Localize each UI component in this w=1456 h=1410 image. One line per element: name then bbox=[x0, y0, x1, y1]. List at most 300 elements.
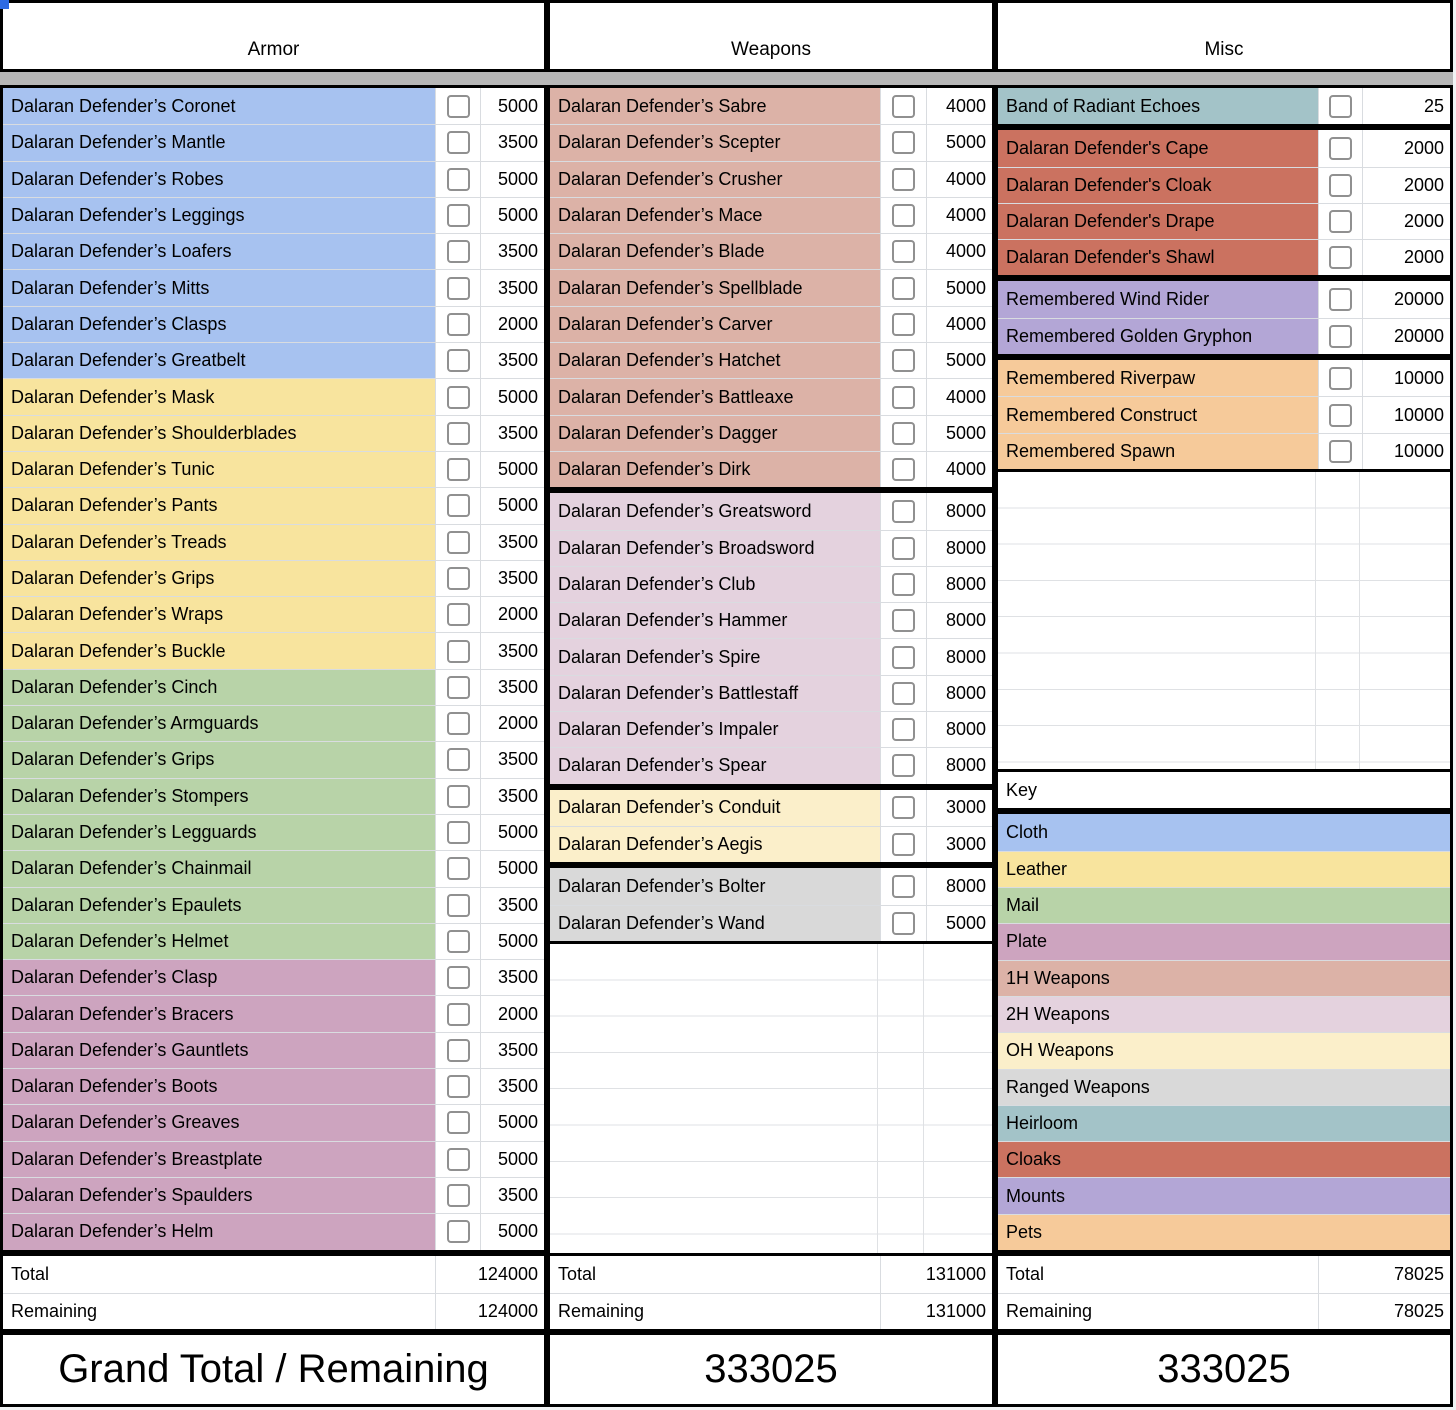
item-checkbox[interactable] bbox=[892, 754, 915, 777]
item-row bbox=[550, 415, 992, 451]
item-name: Dalaran Defender’s Shoulderblades bbox=[11, 422, 297, 443]
armor-column bbox=[0, 85, 547, 1407]
key-row-oneh: 1H Weapons bbox=[998, 960, 1450, 996]
grand-total-value-cell: 333025 bbox=[995, 1332, 1453, 1407]
item-name: Dalaran Defender’s Carver bbox=[558, 313, 773, 334]
total-label: Total bbox=[11, 1263, 50, 1284]
item-value: 5000 bbox=[926, 343, 992, 378]
item-row bbox=[3, 1104, 544, 1140]
item-checkbox[interactable] bbox=[447, 857, 470, 880]
total-value: 131000 bbox=[880, 1256, 992, 1293]
item-value: 5000 bbox=[480, 815, 544, 850]
item-checkbox[interactable] bbox=[892, 349, 915, 372]
item-value: 20000 bbox=[1362, 281, 1450, 317]
item-value: 3500 bbox=[480, 525, 544, 560]
item-row bbox=[550, 342, 992, 378]
item-value: 8000 bbox=[926, 493, 992, 529]
item-row bbox=[3, 233, 544, 269]
checkbox-cell bbox=[435, 125, 480, 160]
item-value: 5000 bbox=[480, 851, 544, 886]
checkbox-cell bbox=[1318, 240, 1362, 275]
misc-items bbox=[995, 85, 1453, 1253]
checkbox-cell bbox=[880, 198, 926, 233]
item-value: 5000 bbox=[926, 906, 992, 941]
item-value: 5000 bbox=[480, 488, 544, 523]
total-value: 78025 bbox=[1318, 1256, 1450, 1293]
key-row-heirloom: Heirloom bbox=[998, 1105, 1450, 1141]
item-row bbox=[550, 530, 992, 566]
checkbox-cell bbox=[435, 706, 480, 741]
item-group bbox=[995, 85, 1453, 127]
item-value: 2000 bbox=[1362, 130, 1450, 166]
item-checkbox[interactable] bbox=[447, 1039, 470, 1062]
item-name: Dalaran Defender’s Club bbox=[558, 574, 756, 594]
armor-totals bbox=[0, 1253, 547, 1332]
key-row-pets: Pets bbox=[998, 1214, 1450, 1250]
item-checkbox[interactable] bbox=[447, 531, 470, 554]
item-checkbox[interactable] bbox=[1329, 288, 1352, 311]
item-checkbox[interactable] bbox=[447, 95, 470, 118]
checkbox-cell bbox=[880, 88, 926, 124]
item-checkbox[interactable] bbox=[447, 1148, 470, 1171]
item-row bbox=[550, 88, 992, 124]
item-checkbox[interactable] bbox=[447, 168, 470, 191]
item-checkbox[interactable] bbox=[892, 875, 915, 898]
item-checkbox[interactable] bbox=[892, 796, 915, 819]
item-row bbox=[3, 995, 544, 1031]
item-checkbox[interactable] bbox=[447, 894, 470, 917]
item-checkbox[interactable] bbox=[447, 1184, 470, 1207]
item-row bbox=[550, 124, 992, 160]
item-value: 8000 bbox=[926, 639, 992, 674]
item-name: Dalaran Defender's Shawl bbox=[1006, 247, 1215, 268]
item-row bbox=[998, 318, 1450, 354]
item-checkbox[interactable] bbox=[1329, 137, 1352, 160]
checkbox-cell bbox=[435, 452, 480, 487]
item-value: 4000 bbox=[926, 234, 992, 269]
item-value: 8000 bbox=[926, 567, 992, 602]
item-row bbox=[3, 705, 544, 741]
item-checkbox[interactable] bbox=[447, 458, 470, 481]
item-row bbox=[3, 124, 544, 160]
item-name: Dalaran Defender’s Greatbelt bbox=[11, 350, 246, 371]
item-name: Dalaran Defender’s Grips bbox=[11, 749, 215, 770]
checkbox-cell bbox=[880, 452, 926, 487]
checkbox-cell bbox=[880, 531, 926, 566]
item-checkbox[interactable] bbox=[447, 1220, 470, 1243]
header-gap-band bbox=[0, 72, 1453, 85]
item-row bbox=[3, 741, 544, 777]
item-value: 3500 bbox=[480, 416, 544, 451]
empty-rows bbox=[547, 944, 995, 1253]
grand-total-value-cell: 333025 bbox=[547, 1332, 995, 1407]
item-row bbox=[550, 868, 992, 904]
checkbox-cell bbox=[435, 1214, 480, 1249]
item-group bbox=[547, 490, 995, 786]
item-value: 2000 bbox=[480, 597, 544, 632]
key-row-ranged: Ranged Weapons bbox=[998, 1069, 1450, 1105]
item-value: 3500 bbox=[480, 670, 544, 705]
item-checkbox[interactable] bbox=[1329, 325, 1352, 348]
checkbox-cell bbox=[435, 1178, 480, 1213]
remaining-row bbox=[550, 1293, 992, 1330]
item-value: 3500 bbox=[480, 234, 544, 269]
item-name: Dalaran Defender’s Tunic bbox=[11, 459, 215, 480]
item-checkbox[interactable] bbox=[892, 277, 915, 300]
misc-totals bbox=[995, 1253, 1453, 1332]
item-group bbox=[995, 278, 1453, 357]
remaining-label: Remaining bbox=[1006, 1300, 1093, 1321]
item-value: 10000 bbox=[1362, 360, 1450, 396]
item-row bbox=[550, 493, 992, 529]
item-row bbox=[3, 923, 544, 959]
item-checkbox[interactable] bbox=[892, 95, 915, 118]
misc-header: Misc bbox=[995, 0, 1453, 72]
item-row bbox=[998, 88, 1450, 124]
key-row-oh: OH Weapons bbox=[998, 1032, 1450, 1068]
item-name: Dalaran Defender’s Mantle bbox=[11, 132, 226, 153]
item-checkbox[interactable] bbox=[1329, 95, 1352, 118]
checkbox-cell bbox=[435, 670, 480, 705]
key-header: Key bbox=[995, 769, 1453, 811]
item-value: 3500 bbox=[480, 561, 544, 596]
item-row bbox=[550, 306, 992, 342]
item-checkbox[interactable] bbox=[447, 386, 470, 409]
item-row bbox=[3, 451, 544, 487]
item-checkbox[interactable] bbox=[447, 821, 470, 844]
key-row-plate: Plate bbox=[998, 923, 1450, 959]
total-row bbox=[3, 1256, 544, 1293]
item-group bbox=[0, 85, 547, 1253]
item-value: 3500 bbox=[480, 1178, 544, 1213]
item-value: 3000 bbox=[926, 790, 992, 826]
item-checkbox[interactable] bbox=[892, 240, 915, 263]
item-name: Dalaran Defender’s Armguards bbox=[11, 713, 259, 734]
item-name: Remembered Wind Rider bbox=[1006, 289, 1210, 310]
checkbox-cell bbox=[435, 1033, 480, 1068]
armor-items bbox=[0, 85, 547, 1253]
checkbox-cell bbox=[435, 924, 480, 959]
item-checkbox[interactable] bbox=[1329, 404, 1352, 427]
item-value: 5000 bbox=[480, 198, 544, 233]
item-name: Dalaran Defender’s Helm bbox=[11, 1221, 214, 1242]
item-checkbox[interactable] bbox=[892, 537, 915, 560]
checkbox-cell bbox=[435, 1069, 480, 1104]
item-value: 3500 bbox=[480, 1033, 544, 1068]
item-name: Dalaran Defender’s Leggings bbox=[11, 205, 245, 226]
checkbox-cell bbox=[880, 827, 926, 862]
item-checkbox[interactable] bbox=[447, 1003, 470, 1026]
checkbox-cell bbox=[435, 561, 480, 596]
item-row bbox=[550, 233, 992, 269]
checkbox-cell bbox=[435, 888, 480, 923]
key-row-cloaks: Cloaks bbox=[998, 1141, 1450, 1177]
remaining-value: 124000 bbox=[435, 1294, 544, 1330]
checkbox-cell bbox=[1318, 130, 1362, 166]
item-row bbox=[3, 378, 544, 414]
item-name: Dalaran Defender’s Loafers bbox=[11, 241, 232, 262]
item-name: Dalaran Defender’s Wand bbox=[558, 912, 765, 933]
item-row bbox=[3, 1032, 544, 1068]
item-value: 3500 bbox=[480, 742, 544, 777]
checkbox-cell bbox=[880, 270, 926, 305]
item-checkbox[interactable] bbox=[447, 240, 470, 263]
checkbox-cell bbox=[880, 868, 926, 904]
checkbox-cell bbox=[435, 996, 480, 1031]
item-name: Dalaran Defender’s Cinch bbox=[11, 676, 218, 697]
checkbox-cell bbox=[880, 343, 926, 378]
item-value: 3500 bbox=[480, 343, 544, 378]
item-row bbox=[550, 197, 992, 233]
checkbox-cell bbox=[880, 493, 926, 529]
item-group bbox=[995, 127, 1453, 278]
checkbox-cell bbox=[435, 234, 480, 269]
item-name: Dalaran Defender's Cape bbox=[1006, 137, 1209, 158]
item-value: 3500 bbox=[480, 125, 544, 160]
item-name: Dalaran Defender’s Chainmail bbox=[11, 858, 252, 879]
item-checkbox[interactable] bbox=[892, 386, 915, 409]
item-checkbox[interactable] bbox=[892, 422, 915, 445]
checkbox-cell bbox=[1318, 168, 1362, 203]
item-name: Dalaran Defender’s Bolter bbox=[558, 875, 766, 896]
item-checkbox[interactable] bbox=[892, 131, 915, 154]
item-row bbox=[3, 88, 544, 124]
item-row bbox=[3, 959, 544, 995]
item-checkbox[interactable] bbox=[447, 966, 470, 989]
item-name: Dalaran Defender’s Stompers bbox=[11, 785, 249, 806]
checkbox-cell bbox=[435, 379, 480, 414]
item-name: Dalaran Defender’s Buckle bbox=[11, 640, 226, 661]
item-group bbox=[547, 865, 995, 944]
item-checkbox[interactable] bbox=[447, 1075, 470, 1098]
checkbox-cell bbox=[435, 88, 480, 124]
item-name: Dalaran Defender’s Sabre bbox=[558, 95, 767, 116]
item-value: 10000 bbox=[1362, 397, 1450, 432]
checkbox-cell bbox=[880, 416, 926, 451]
checkbox-cell bbox=[880, 676, 926, 711]
item-row bbox=[550, 269, 992, 305]
item-value: 4000 bbox=[926, 162, 992, 197]
sheet-selection-corner bbox=[0, 0, 9, 9]
item-checkbox[interactable] bbox=[447, 785, 470, 808]
key-row-mail: Mail bbox=[998, 887, 1450, 923]
item-name: Remembered Spawn bbox=[1006, 440, 1176, 461]
item-value: 5000 bbox=[480, 1105, 544, 1140]
item-row bbox=[3, 632, 544, 668]
checkbox-cell bbox=[880, 712, 926, 747]
item-name: Dalaran Defender’s Bracers bbox=[11, 1003, 234, 1024]
item-name: Dalaran Defender’s Dirk bbox=[558, 459, 751, 480]
item-checkbox[interactable] bbox=[447, 748, 470, 771]
item-name: Dalaran Defender’s Spear bbox=[558, 755, 767, 776]
sheet-body bbox=[0, 85, 1453, 1407]
item-value: 2000 bbox=[480, 307, 544, 342]
remaining-value: 131000 bbox=[880, 1294, 992, 1330]
item-checkbox[interactable] bbox=[447, 349, 470, 372]
item-checkbox[interactable] bbox=[1329, 174, 1352, 197]
item-checkbox[interactable] bbox=[1329, 246, 1352, 269]
item-value: 5000 bbox=[926, 125, 992, 160]
item-row bbox=[550, 602, 992, 638]
item-checkbox[interactable] bbox=[1329, 440, 1352, 463]
checkbox-cell bbox=[1318, 88, 1362, 124]
item-name: Dalaran Defender's Cloak bbox=[1006, 174, 1212, 195]
item-checkbox[interactable] bbox=[447, 712, 470, 735]
item-value: 4000 bbox=[926, 307, 992, 342]
item-checkbox[interactable] bbox=[447, 313, 470, 336]
item-row bbox=[3, 669, 544, 705]
item-checkbox[interactable] bbox=[892, 646, 915, 669]
key-legend bbox=[995, 811, 1453, 1253]
item-value: 3500 bbox=[480, 960, 544, 995]
item-row bbox=[3, 487, 544, 523]
item-name: Dalaran Defender’s Robes bbox=[11, 168, 224, 189]
item-row bbox=[998, 281, 1450, 317]
item-checkbox[interactable] bbox=[892, 609, 915, 632]
item-checkbox[interactable] bbox=[447, 1111, 470, 1134]
empty-rows bbox=[995, 472, 1453, 769]
key-row-twoh: 2H Weapons bbox=[998, 996, 1450, 1032]
item-row bbox=[3, 1177, 544, 1213]
armor-header: Armor bbox=[0, 0, 547, 72]
item-name: Dalaran Defender’s Hammer bbox=[558, 610, 788, 631]
item-checkbox[interactable] bbox=[1329, 367, 1352, 390]
checkbox-cell bbox=[880, 162, 926, 197]
item-value: 8000 bbox=[926, 748, 992, 783]
checkbox-cell bbox=[880, 790, 926, 826]
item-value: 5000 bbox=[926, 416, 992, 451]
item-checkbox[interactable] bbox=[1329, 210, 1352, 233]
item-value: 2000 bbox=[1362, 240, 1450, 275]
item-checkbox[interactable] bbox=[447, 277, 470, 300]
item-row bbox=[3, 269, 544, 305]
item-checkbox[interactable] bbox=[447, 567, 470, 590]
remaining-row bbox=[998, 1293, 1450, 1330]
item-name: Dalaran Defender’s Greatsword bbox=[558, 500, 812, 521]
item-checkbox[interactable] bbox=[892, 573, 915, 596]
checkbox-cell bbox=[435, 162, 480, 197]
item-name: Dalaran Defender’s Crusher bbox=[558, 168, 783, 189]
item-checkbox[interactable] bbox=[892, 168, 915, 191]
item-row bbox=[3, 850, 544, 886]
checkbox-cell bbox=[1318, 397, 1362, 432]
item-checkbox[interactable] bbox=[447, 204, 470, 227]
item-row bbox=[3, 524, 544, 560]
item-name: Dalaran Defender’s Greaves bbox=[11, 1112, 240, 1133]
item-value: 5000 bbox=[926, 270, 992, 305]
checkbox-cell bbox=[435, 343, 480, 378]
item-name: Dalaran Defender’s Coronet bbox=[11, 95, 236, 116]
checkbox-cell bbox=[435, 525, 480, 560]
remaining-label: Remaining bbox=[11, 1300, 98, 1321]
item-name: Dalaran Defender’s Spire bbox=[558, 646, 761, 667]
item-group bbox=[547, 85, 995, 490]
item-name: Dalaran Defender’s Spaulders bbox=[11, 1185, 253, 1206]
item-row bbox=[550, 378, 992, 414]
item-name: Dalaran Defender’s Impaler bbox=[558, 719, 779, 740]
checkbox-cell bbox=[435, 307, 480, 342]
item-name: Remembered Construct bbox=[1006, 404, 1198, 425]
item-row bbox=[3, 306, 544, 342]
item-value: 25 bbox=[1362, 88, 1450, 124]
item-value: 3000 bbox=[926, 827, 992, 862]
item-row bbox=[3, 1213, 544, 1249]
item-checkbox[interactable] bbox=[447, 676, 470, 699]
checkbox-cell bbox=[435, 851, 480, 886]
item-value: 8000 bbox=[926, 676, 992, 711]
item-row bbox=[550, 790, 992, 826]
key-row-cloth: Cloth bbox=[998, 814, 1450, 850]
checkbox-cell bbox=[435, 960, 480, 995]
weapons-column bbox=[547, 85, 995, 1407]
item-name: Dalaran Defender’s Clasps bbox=[11, 313, 227, 334]
item-value: 4000 bbox=[926, 452, 992, 487]
item-row bbox=[3, 1141, 544, 1177]
checkbox-cell bbox=[435, 815, 480, 850]
item-value: 2000 bbox=[1362, 204, 1450, 239]
item-name: Dalaran Defender’s Battleaxe bbox=[558, 386, 794, 407]
item-checkbox[interactable] bbox=[892, 458, 915, 481]
total-label: Total bbox=[558, 1263, 597, 1284]
checkbox-cell bbox=[1318, 360, 1362, 396]
key-row-mounts: Mounts bbox=[998, 1177, 1450, 1213]
item-row bbox=[550, 638, 992, 674]
item-value: 10000 bbox=[1362, 434, 1450, 469]
checkbox-cell bbox=[880, 234, 926, 269]
checkbox-cell bbox=[1318, 434, 1362, 469]
item-value: 5000 bbox=[480, 1142, 544, 1177]
item-value: 5000 bbox=[480, 88, 544, 124]
item-checkbox[interactable] bbox=[892, 912, 915, 935]
item-checkbox[interactable] bbox=[892, 204, 915, 227]
checkbox-cell bbox=[435, 742, 480, 777]
item-value: 5000 bbox=[480, 1214, 544, 1249]
item-value: 5000 bbox=[480, 379, 544, 414]
weapons-header: Weapons bbox=[547, 0, 995, 72]
item-checkbox[interactable] bbox=[892, 718, 915, 741]
checkbox-cell bbox=[880, 379, 926, 414]
item-name: Dalaran Defender’s Battlestaff bbox=[558, 682, 799, 703]
item-checkbox[interactable] bbox=[892, 313, 915, 336]
checkbox-cell bbox=[435, 633, 480, 668]
checkbox-cell bbox=[435, 1142, 480, 1177]
checkbox-cell bbox=[880, 906, 926, 941]
item-name: Dalaran Defender’s Epaulets bbox=[11, 894, 242, 915]
item-name: Dalaran Defender’s Scepter bbox=[558, 132, 781, 153]
item-checkbox[interactable] bbox=[892, 682, 915, 705]
item-checkbox[interactable] bbox=[447, 131, 470, 154]
item-checkbox[interactable] bbox=[447, 494, 470, 517]
item-row bbox=[998, 360, 1450, 396]
item-checkbox[interactable] bbox=[447, 422, 470, 445]
item-row bbox=[3, 778, 544, 814]
item-checkbox[interactable] bbox=[892, 500, 915, 523]
checkbox-cell bbox=[880, 603, 926, 638]
item-checkbox[interactable] bbox=[447, 603, 470, 626]
item-row bbox=[550, 161, 992, 197]
item-checkbox[interactable] bbox=[447, 640, 470, 663]
item-name: Dalaran Defender’s Pants bbox=[11, 495, 218, 516]
item-row bbox=[3, 1068, 544, 1104]
item-row bbox=[550, 747, 992, 783]
item-row bbox=[3, 887, 544, 923]
item-checkbox[interactable] bbox=[892, 833, 915, 856]
item-checkbox[interactable] bbox=[447, 930, 470, 953]
item-group bbox=[547, 787, 995, 866]
column-headers bbox=[0, 0, 1453, 72]
item-value: 4000 bbox=[926, 198, 992, 233]
item-name: Remembered Riverpaw bbox=[1006, 367, 1196, 388]
